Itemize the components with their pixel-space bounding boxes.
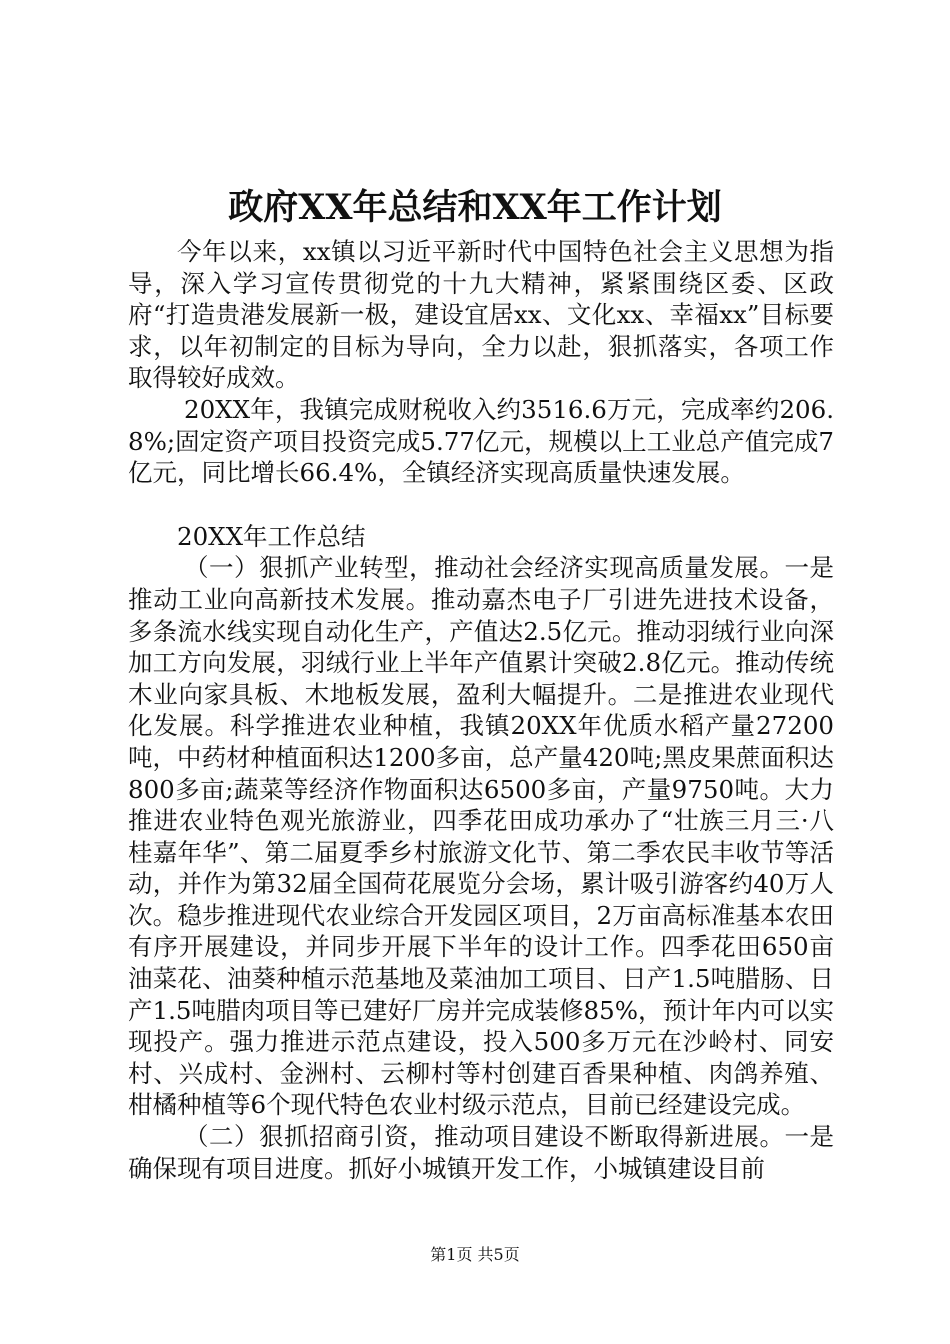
- section-heading-work-summary: 20XX年工作总结: [177, 521, 366, 551]
- page-footer: 第1页 共5页: [430, 1245, 520, 1264]
- paragraph-industry-transformation: （一）狠抓产业转型，推动社会经济实现高质量发展。一是推动工业向高新技术发展。推动嘉杰电子厂引进先进技术设备，多条流水线实现自动化生产，产值达2.5亿元。推动羽绒行业向深加工方向发展，羽绒行业上半年产值累计突破2.8亿元。推动传统木业向家具板、木地板发展，盈利大幅提升。二是推进农业现代化发展。科学推进农业种植，我镇20XX年优质水稻产量27200吨，中药材种植面积达1200多亩，总产量420吨;黑皮果蔗面积达800多亩;蔬菜等经济作物面积达6500多亩，产量9750吨。大力推进农业特色观光旅游业，四季花田成功承办了“壮族三月三·八桂嘉年华”、第二届夏季乡村旅游文化节、第二季农民丰收节等活动，并作为第32届全国荷花展览分会场，累计吸引游客约40万人次。稳步推进现代农业综合开发园区项目，2万亩高标准基本农田有序开展建设，并同步开展下半年的设计工作。四季花田650亩油菜花、油葵种植示范基地及菜油加工项目、日产1.5吨腊肠、日产1.5吨腊肉项目等已建好厂房并完成装修85%，预计年内可以实现投产。强力推进示范点建设，投入500多万元在沙岭村、同安村、兴成村、金洲村、云柳村等村创建百香果种植、肉鸽养殖、柑橘种植等6个现代特色农业村级示范点，目前已经建设完成。: [128, 553, 834, 1120]
- paragraph-gap: [128, 489, 834, 521]
- paragraph-intro: 今年以来，xx镇以习近平新时代中国特色社会主义思想为指导，深入学习宣传贯彻党的十九大精神，紧紧围绕区委、区政府“打造贵港发展新一极，建设宜居xx、文化xx、幸福xx”目标要求，以年初制定的目标为导向，全力以赴，狠抓落实，各项工作取得较好成效。: [128, 237, 834, 393]
- document-body: [128, 236, 834, 1184]
- paragraph-investment-attraction: （二）狠抓招商引资，推动项目建设不断取得新进展。一是确保现有项目进度。抓好小城镇开发工作，小城镇建设目前: [128, 1122, 834, 1183]
- paragraph-summary-figures: 20XX年，我镇完成财税收入约3516.6万元，完成率约206.8%;固定资产项目投资完成5.77亿元，规模以上工业总产值完成7亿元，同比增长66.4%，全镇经济实现高质量快速发展。: [128, 394, 834, 488]
- document-title: 政府XX年总结和XX年工作计划: [228, 187, 722, 228]
